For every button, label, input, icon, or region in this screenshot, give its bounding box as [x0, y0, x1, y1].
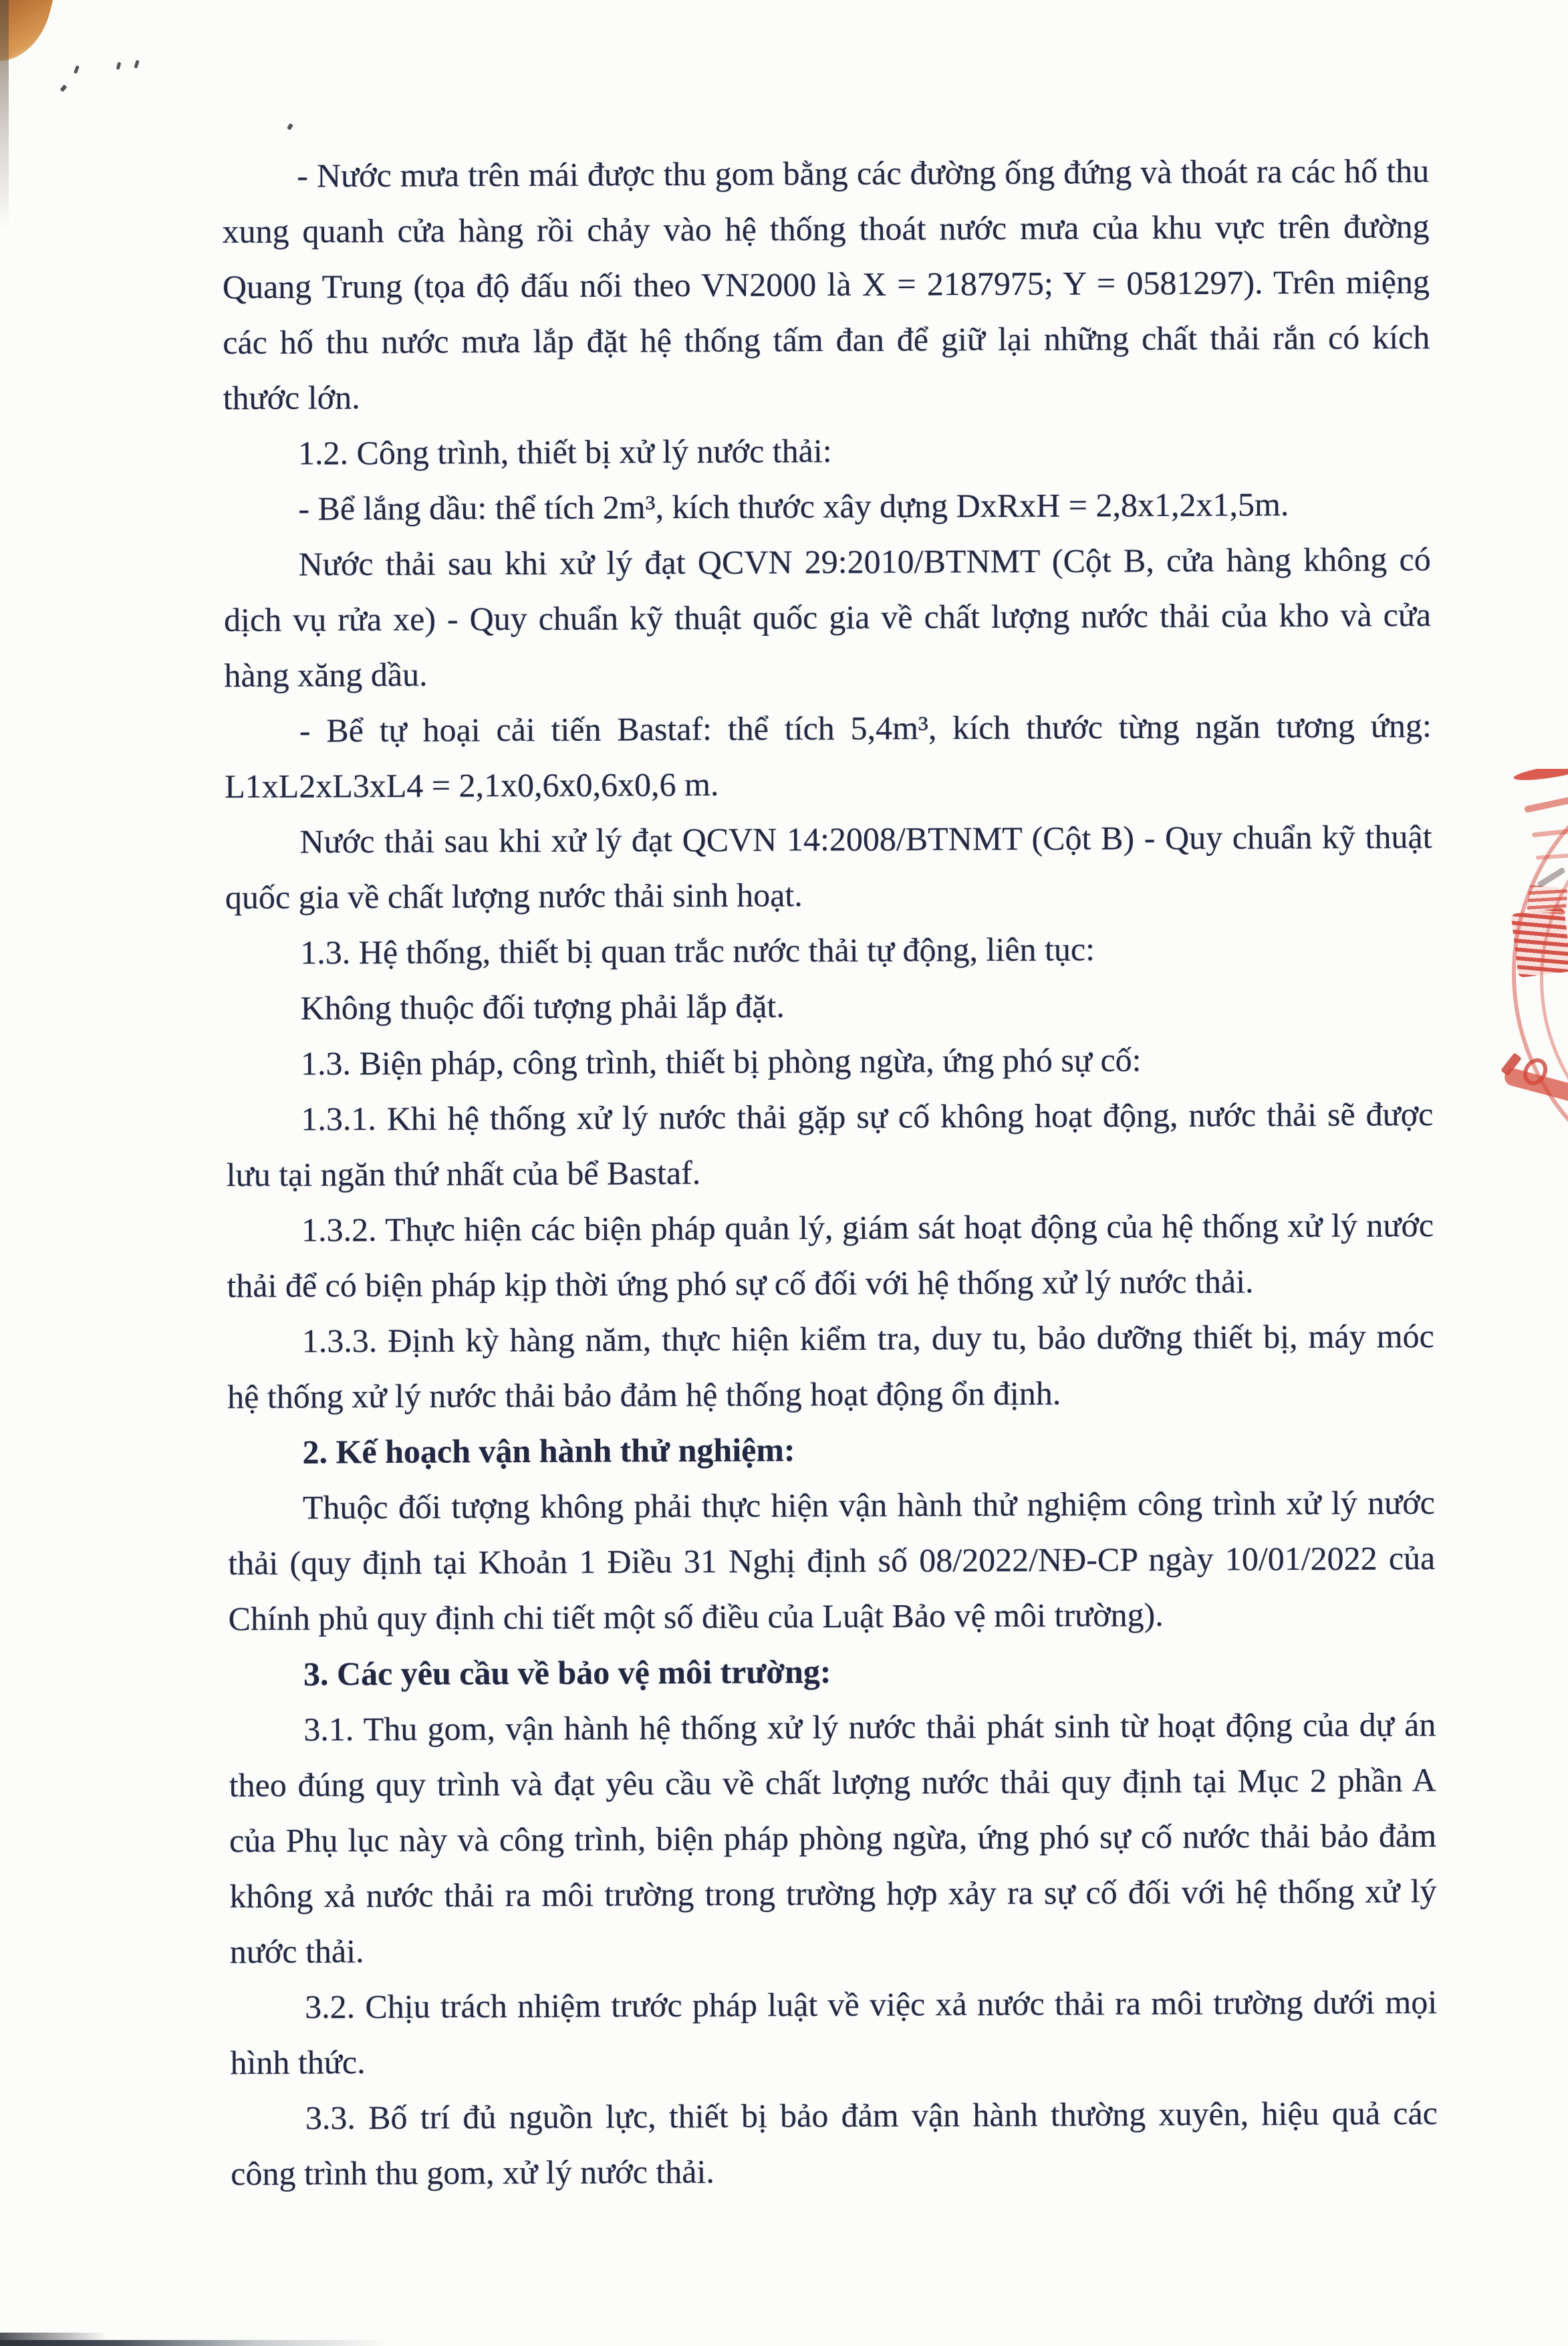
document-paragraph: - Bể lắng dầu: thể tích 2m³, kích thước xây dựng DxRxH = 2,8x1,2x1,5m. [298, 485, 1289, 527]
document-paragraph: - Nước mưa trên mái được thu gom bằng các đường ống đứng và thoát ra các hố thu xung quanh cửa hàng rồi chảy vào hệ thống thoát nước mưa của khu vực trên đường Quang Trung (tọa độ đấu nối theo VN2000 là X = 2187975; Y = 0581297). Trên miệng các hố thu nước mưa lắp đặt hệ thống tấm đan để giữ lại những chất thải rắn có kích thước lớn. [222, 152, 1430, 417]
scan-speckle [59, 84, 67, 92]
section-heading: 2. Kế hoạch vận hành thử nghiệm: [302, 1431, 795, 1471]
document-paragraph: 3.1. Thu gom, vận hành hệ thống xử lý nước thải phát sinh từ hoạt động của dự án theo đúng quy trình và đạt yêu cầu về chất lượng nước thải quy định tại Mục 2 phần A của Phụ lục này và công trình, biện pháp phòng ngừa, ứng phó sự cố nước thải bảo đảm không xả nước thải ra môi trường trong trường hợp xảy ra sự cố đối với hệ thống xử lý nước thải. [229, 1706, 1437, 1970]
document-paragraph: 1.3.2. Thực hiện các biện pháp quản lý, giám sát hoạt động của hệ thống xử lý nước thải để có biện pháp kịp thời ứng phó sự cố đối với hệ thống xử lý nước thải. [227, 1206, 1434, 1304]
document-paragraph: 3.3. Bố trí đủ nguồn lực, thiết bị bảo đảm vận hành thường xuyên, hiệu quả các công trình thu gom, xử lý nước thải. [231, 2094, 1438, 2192]
scan-speckle [134, 60, 139, 69]
section-heading: 1.3. Hệ thống, thiết bị quan trắc nước thải tự động, liên tục: [300, 930, 1095, 971]
document-paragraph: 3.2. Chịu trách nhiệm trước pháp luật về việc xả nước thải ra môi trường dưới mọi hình thức. [230, 1983, 1438, 2081]
scan-edge-shadow [0, 2333, 107, 2346]
stamp-stroke [1524, 796, 1568, 813]
left-edge-scan-shadow [0, 0, 9, 231]
document-paragraph: Nước thải sau khi xử lý đạt QCVN 29:2010/BTNMT (Cột B, cửa hàng không có dịch vụ rửa xe) - Quy chuẩn kỹ thuật quốc gia về chất lượng nước thải của kho và cửa hàng xăng dầu. [223, 540, 1432, 694]
document-text [222, 143, 1438, 2202]
document-paragraph: Thuộc đối tượng không phải thực hiện vận hành thử nghiệm công trình xử lý nước thải (quy định tại Khoản 1 Điều 31 Nghị định số 08/2022/NĐ-CP ngày 10/01/2022 của Chính phủ quy định chi tiết một số điều của Luật Bảo vệ môi trường). [228, 1484, 1436, 1637]
document-paragraph: 1.3.3. Định kỳ hàng năm, thực hiện kiểm tra, duy tu, bảo dưỡng thiết bị, máy móc hệ thống xử lý nước thải bảo đảm hệ thống hoạt động ổn định. [227, 1317, 1434, 1415]
section-heading: 3. Các yêu cầu về bảo vệ môi trường: [303, 1652, 831, 1693]
document-paragraph: Nước thải sau khi xử lý đạt QCVN 14:2008/BTNMT (Cột B) - Quy chuẩn kỹ thuật quốc gia về chất lượng nước thải sinh hoạt. [225, 818, 1432, 916]
scan-speckle [287, 123, 293, 130]
scan-speckle [74, 66, 80, 74]
document-paragraph: 1.3.1. Khi hệ thống xử lý nước thải gặp sự cố không hoạt động, nước thải sẽ được lưu tại ngăn thứ nhất của bể Bastaf. [226, 1095, 1434, 1193]
document-paragraph: Không thuộc đối tượng phải lắp đặt. [300, 987, 785, 1027]
red-stamp-fragment [1501, 769, 1568, 1123]
section-heading: 1.2. Công trình, thiết bị xử lý nước thải: [297, 431, 832, 472]
section-heading: 1.3. Biện pháp, công trình, thiết bị phòng ngừa, ứng phó sự cố: [300, 1040, 1142, 1082]
scan-speckle [116, 62, 122, 70]
document-paragraph: - Bể tự hoại cải tiến Bastaf: thể tích 5,4m³, kích thước từng ngăn tương ứng: L1xL2xL3xL4 = 2,1x0,6x0,6x0,6 m. [225, 707, 1432, 805]
stamp-stroke [1513, 769, 1568, 784]
